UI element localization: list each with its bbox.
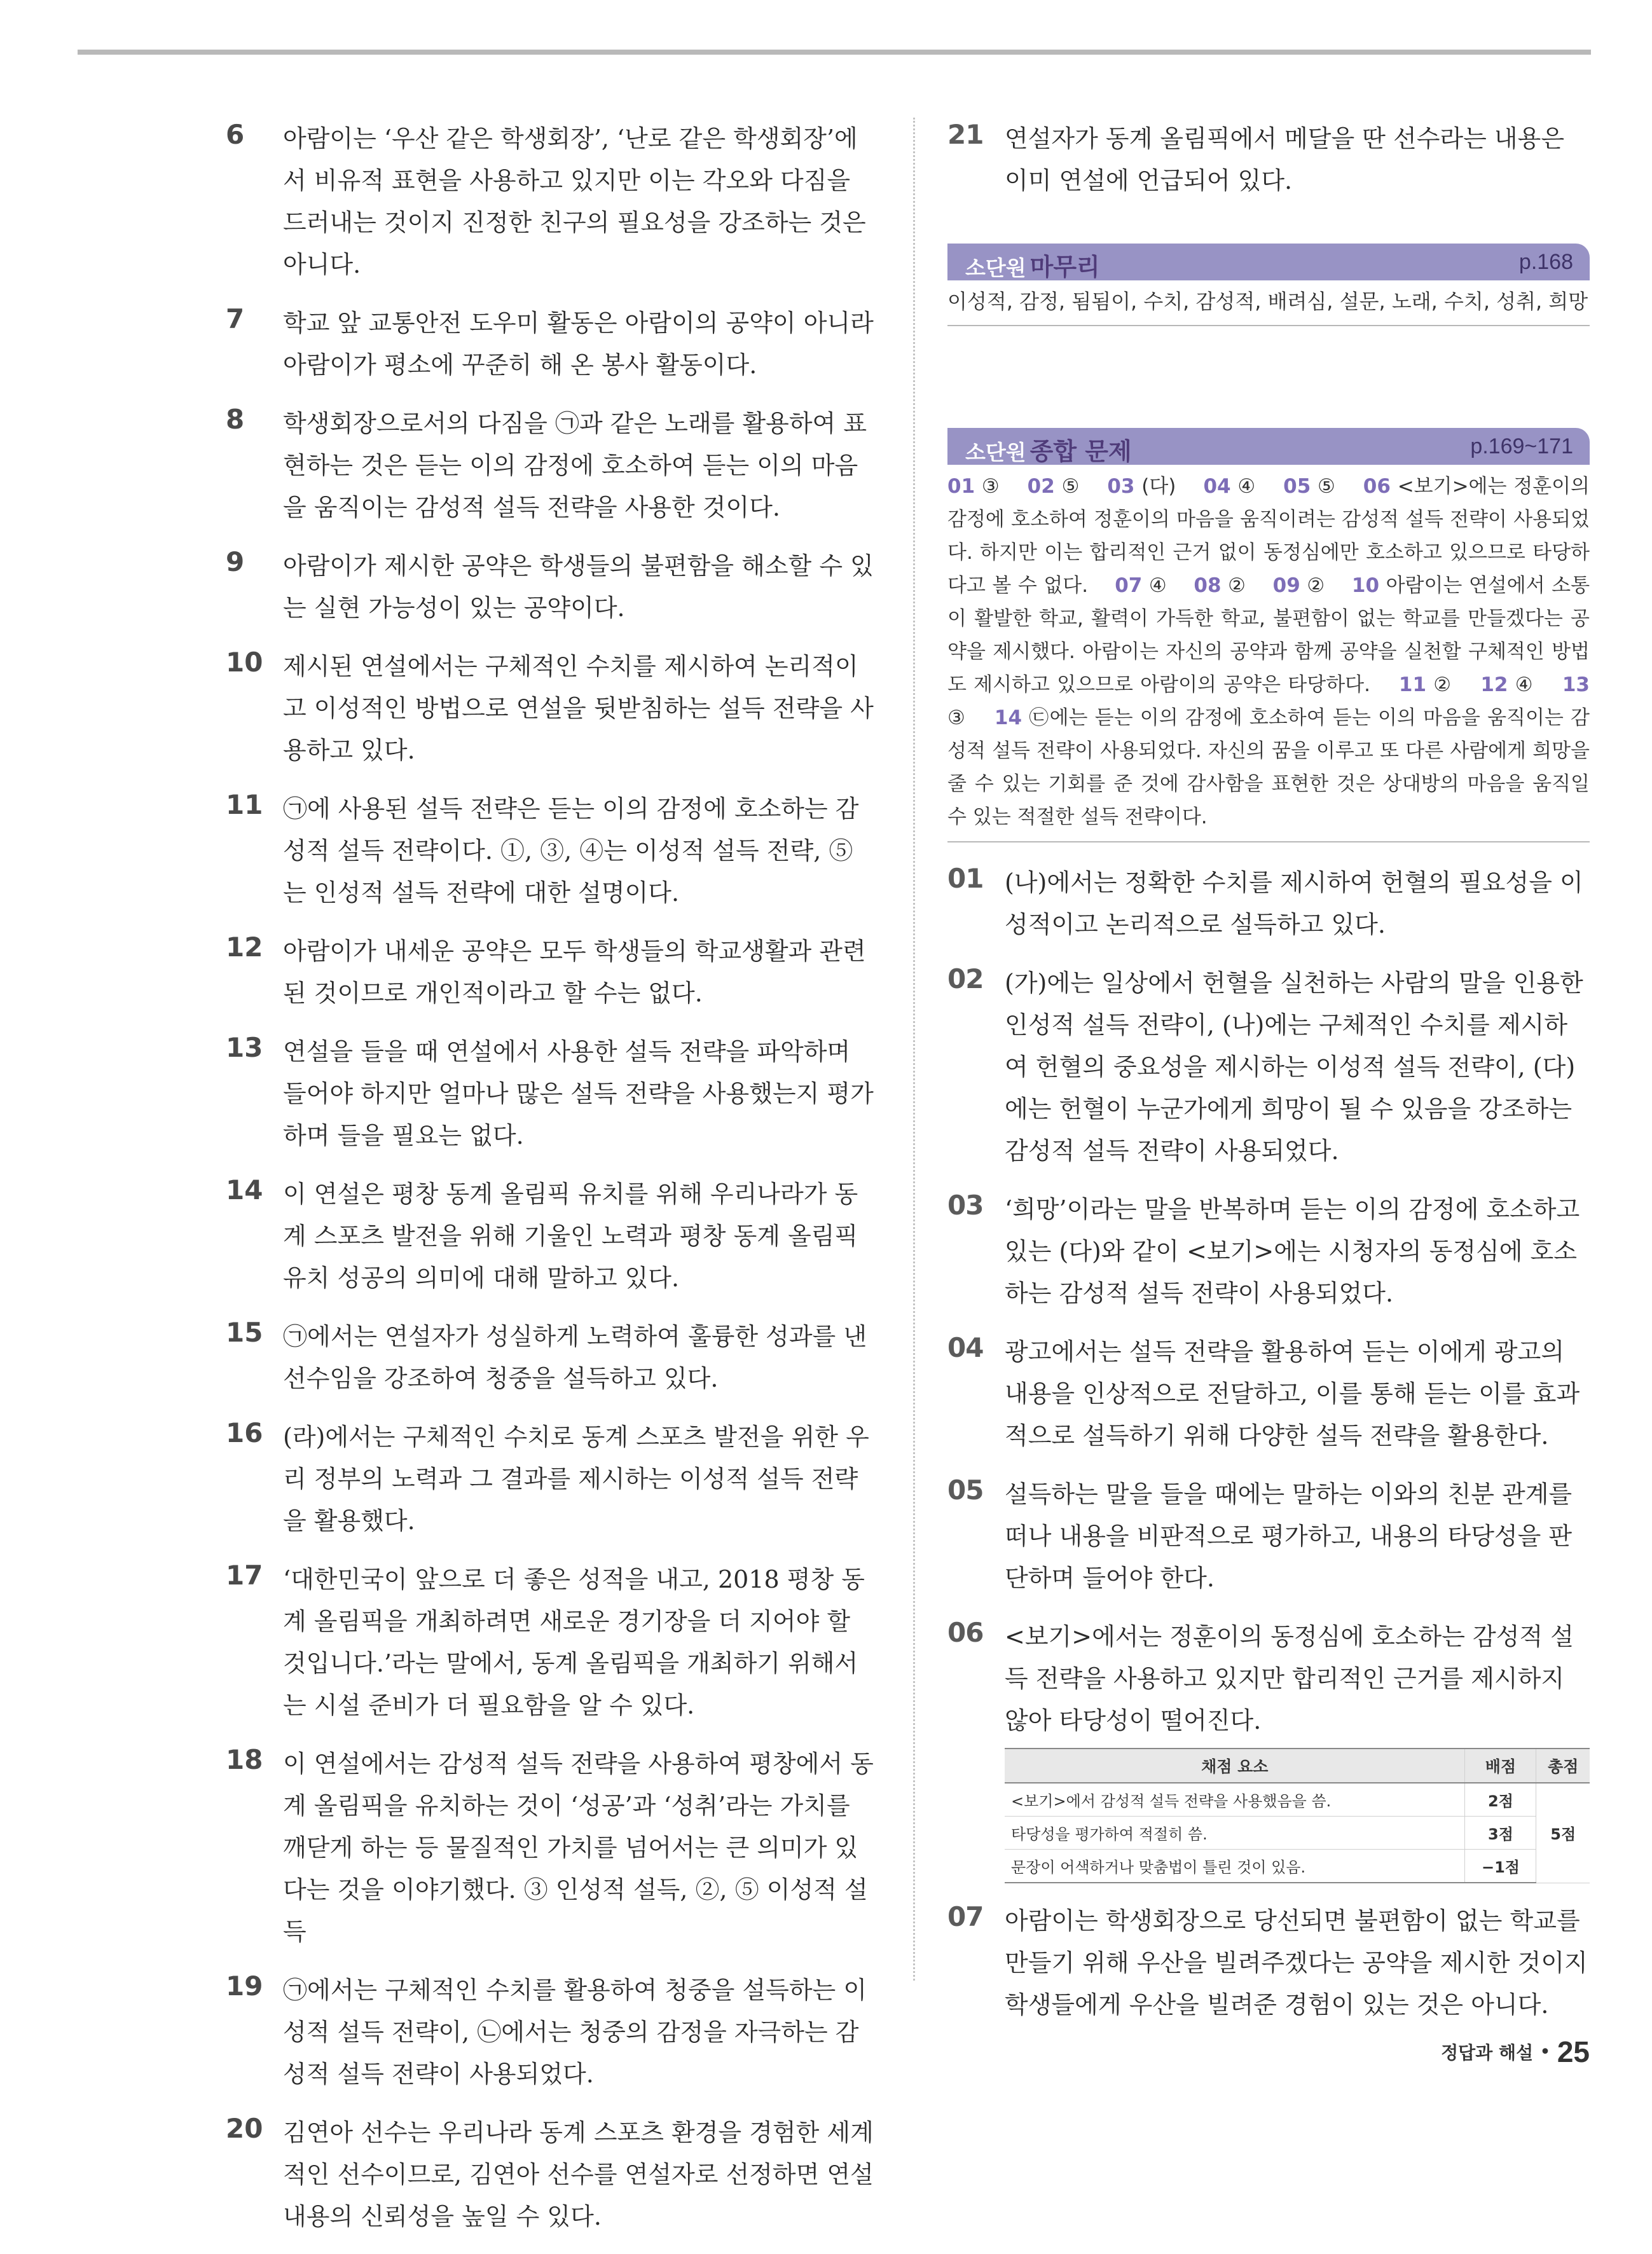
column-divider [913, 118, 915, 1981]
section-title: 마무리 [1029, 253, 1100, 281]
item-text: 학교 앞 교통안전 도우미 활동은 아람이의 공약이 아니라 아람이가 평소에 꾸준히 해 온 봉사 활동이다. [283, 309, 874, 379]
section-page-ref: p.168 [1518, 250, 1573, 274]
item-number: 02 [947, 963, 984, 994]
item-text: 연설자가 동계 올림픽에서 메달을 딴 선수라는 내용은 이미 연설에 언급되어 있다. [1005, 125, 1565, 195]
answer-item [226, 1031, 874, 1157]
section-page-ref: p.169~171 [1470, 434, 1573, 458]
answer-item [226, 118, 874, 285]
left-column [226, 118, 874, 2254]
item-text: ㉠에 사용된 설득 전략은 듣는 이의 감정에 호소하는 감성적 설득 전략이다. ①, ③, ④는 이성적 설득 전략, ⑤는 인성적 설득 전략에 대한 설명이다. [283, 795, 859, 907]
table-cell: 3점 [1465, 1817, 1536, 1850]
scoring-table [1005, 1748, 1590, 1883]
item-number: 9 [226, 546, 245, 577]
item-text: 광고에서는 설득 전략을 활용하여 듣는 이에게 광고의 내용을 인상적으로 전달하고, 이를 통해 듣는 이를 효과적으로 설득하기 위해 다양한 설득 전략을 활용한다. [1005, 1338, 1580, 1450]
item-text: 학생회장으로서의 다짐을 ㉠과 같은 노래를 활용하여 표현하는 것은 듣는 이의 감정에 호소하여 듣는 이의 마음을 움직이는 감성적 설득 전략을 사용한 것이다. [283, 409, 867, 521]
item-text: 이 연설은 평창 동계 올림픽 유치를 위해 우리나라가 동계 스포츠 발전을 위해 기울인 노력과 평창 동계 올림픽 유치 성공의 의미에 대해 말하고 있다. [283, 1180, 858, 1292]
item-number: 06 [947, 1617, 984, 1648]
item-number: 21 [947, 119, 984, 150]
item-number: 11 [226, 789, 263, 820]
answer-item [226, 1558, 874, 1726]
item-text: 김연아 선수는 우리나라 동계 스포츠 환경을 경험한 세계적인 선수이므로, 김연아 선수를 연설자로 선정하면 연설 내용의 신뢰성을 높일 수 있다. [283, 2119, 874, 2230]
table-header: 채점 요소 [1005, 1749, 1465, 1783]
table-cell: −1점 [1465, 1850, 1536, 1883]
table-cell-total: 5점 [1536, 1783, 1590, 1883]
answer-item [226, 302, 874, 386]
answer-item [947, 862, 1590, 945]
answer-item [226, 645, 874, 771]
item-number: 13 [226, 1032, 263, 1063]
table-header: 배점 [1465, 1749, 1536, 1783]
section-header-test [947, 428, 1590, 465]
answer-item [226, 402, 874, 528]
item-number: 01 [947, 863, 984, 894]
answer-item [226, 930, 874, 1014]
answer-item [226, 2112, 874, 2237]
table-row [1005, 1817, 1590, 1850]
item-number: 6 [226, 119, 245, 150]
item-number: 18 [226, 1744, 263, 1775]
item-text: 연설을 들을 때 연설에서 사용한 설득 전략을 파악하며 들어야 하지만 얼마나 많은 설득 전략을 사용했는지 평가하며 들을 필요는 없다. [283, 1038, 874, 1150]
answer-item [947, 962, 1590, 1172]
item-number: 19 [226, 1970, 263, 2002]
answer-item [226, 788, 874, 914]
table-cell: 2점 [1465, 1783, 1536, 1817]
item-text: 제시된 연설에서는 구체적인 수치를 제시하여 논리적이고 이성적인 방법으로 연설을 뒷받침하는 설득 전략을 사용하고 있다. [283, 652, 874, 764]
top-rule [78, 50, 1591, 55]
answer-item [226, 1316, 874, 1399]
answer-item [226, 1173, 874, 1299]
item-number: 05 [947, 1474, 984, 1506]
item-text: 아람이는 ‘우산 같은 학생회장’, ‘난로 같은 학생회장’에서 비유적 표현을 사용하고 있지만 이는 각오와 다짐을 드러내는 것이지 진정한 친구의 필요성을 강조하는 것은 아니다. [283, 125, 866, 278]
table-cell: <보기>에서 감성적 설득 전략을 사용했음을 씀. [1005, 1783, 1465, 1817]
answer-item [947, 1188, 1590, 1314]
item-text: ‘희망’이라는 말을 반복하며 듣는 이의 감정에 호소하고 있는 (다)와 같이 <보기>에는 시청자의 동정심에 호소하는 감성적 설득 전략이 사용되었다. [1005, 1195, 1580, 1307]
table-header-row [1005, 1749, 1590, 1783]
section-header-summary [947, 244, 1590, 280]
item-number: 12 [226, 931, 263, 963]
table-cell: 문장이 어색하거나 맞춤법이 틀린 것이 있음. [1005, 1850, 1465, 1883]
table-cell: 타당성을 평가하여 적절히 씀. [1005, 1817, 1465, 1850]
item-number: 15 [226, 1317, 263, 1348]
item-text: 아람이가 내세운 공약은 모두 학생들의 학교생활과 관련된 것이므로 개인적이라고 할 수는 없다. [283, 937, 866, 1007]
item-number: 10 [226, 647, 263, 678]
answer-item [947, 1473, 1590, 1599]
section-label: 소단원 마무리 [965, 253, 1100, 281]
item-text: ㉠에서는 구체적인 수치를 활용하여 청중을 설득하는 이성적 설득 전략이, ㉡에서는 청중의 감정을 자극하는 감성적 설득 전략이 사용되었다. [283, 1976, 867, 2088]
item-number: 04 [947, 1332, 984, 1363]
item-number: 03 [947, 1190, 984, 1221]
item-number: 16 [226, 1417, 263, 1448]
section-label: 소단원 종합 문제 [965, 437, 1132, 465]
answer-item [947, 1331, 1590, 1457]
item-number: 07 [947, 1901, 984, 1932]
table-row [1005, 1850, 1590, 1883]
item-text: ‘대한민국이 앞으로 더 좋은 성적을 내고, 2018 평창 동계 올림픽을 개최하려면 새로운 경기장을 더 지어야 할 것입니다.’라는 말에서, 동계 올림픽을 개최하기 위해서는 시설 준비가 더 필요함을 알 수 있다. [283, 1565, 865, 1719]
bullet-icon: • [1539, 2040, 1551, 2063]
section-title: 종합 문제 [1029, 437, 1132, 465]
item-number: 20 [226, 2113, 263, 2144]
answer-item [226, 1969, 874, 2095]
item-text: 아람이가 제시한 공약은 학생들의 불편함을 해소할 수 있는 실현 가능성이 있는 공약이다. [283, 552, 874, 622]
answer-item [226, 1743, 874, 1953]
item-text: ㉠에서는 연설자가 성실하게 노력하여 훌륭한 성과를 낸 선수임을 강조하여 청중을 설득하고 있다. [283, 1323, 867, 1392]
item-number: 7 [226, 303, 245, 334]
item-number: 8 [226, 404, 245, 435]
answer-item [947, 118, 1590, 202]
item-number: 14 [226, 1174, 263, 1206]
answer-item [947, 1616, 1590, 1883]
item-number: 17 [226, 1560, 263, 1591]
item-text: (가)에는 일상에서 헌혈을 실천하는 사람의 말을 인용한 인성적 설득 전략이, (나)에는 구체적인 수치를 제시하여 헌혈의 중요성을 제시하는 이성적 설득 전략이, (다)에는 헌혈이 누군가에게 희망이 될 수 있음을 강조하는 감성적 설득 전략이 사용되었다. [1005, 969, 1583, 1165]
item-text: 설득하는 말을 들을 때에는 말하는 이와의 친분 관계를 떠나 내용을 비판적으로 평가하고, 내용의 타당성을 판단하며 들어야 한다. [1005, 1480, 1573, 1592]
right-column [947, 118, 1590, 2042]
footer-label: 정답과 해설 [1441, 2042, 1534, 2063]
table-row [1005, 1783, 1590, 1817]
page-number: 25 [1557, 2035, 1590, 2068]
answer-item [947, 1900, 1590, 2026]
answer-item [226, 1416, 874, 1542]
summary-answers: 이성적, 감정, 됨됨이, 수치, 감성적, 배려심, 설문, 노래, 수치, 성취, 희망 [947, 280, 1590, 326]
item-text: <보기>에서는 정훈이의 동정심에 호소하는 감성적 설득 전략을 사용하고 있지만 합리적인 근거를 제시하지 않아 타당성이 떨어진다. [1005, 1623, 1574, 1735]
answer-item [226, 545, 874, 629]
item-text: 아람이는 학생회장으로 당선되면 불편함이 없는 학교를 만들기 위해 우산을 빌려주겠다는 공약을 제시한 것이지 학생들에게 우산을 빌려준 경험이 있는 것은 아니다. [1005, 1907, 1588, 2019]
item-text: (나)에서는 정확한 수치를 제시하여 헌혈의 필요성을 이성적이고 논리적으로 설득하고 있다. [1005, 869, 1583, 938]
table-header: 총점 [1536, 1749, 1590, 1783]
item-text: 이 연설에서는 감성적 설득 전략을 사용하여 평창에서 동계 올림픽을 유치하는 것이 ‘성공’과 ‘성취’라는 가치를 깨닫게 하는 등 물질적인 가치를 넘어서는 큰 의미가 있다는 것을 이야기했다. ③ 인성적 설득, ②, ⑤ 이성적 설득 [283, 1750, 874, 1946]
item-text: (라)에서는 구체적인 수치로 동계 스포츠 발전을 위한 우리 정부의 노력과 그 결과를 제시하는 이성적 설득 전략을 활용했다. [283, 1423, 869, 1535]
page-footer [1441, 2035, 1590, 2069]
answer-key: 01 ③ 02 ⑤ 03 (다) 04 ④ 05 ⑤ 06 <보기>에는 정훈이의 감정에 호소하여 정훈이의 마음을 움직이려는 감성적 설득 전략이 사용되었다. 하지만 이는 합리적인 근거 없이 동정심에만 호소하고 있으므로 타당하다고 볼 수 없다. 07 ④ 08 ② 09 ② 10 아람이는 연설에서 소통이 활발한 학교, 활력이 가득한 학교, 불편함이 없는 학교를 만들겠다는 공약을 제시했다. 아람이는 자신의 공약과 함께 공약을 실천할 구체적인 방법도 제시하고 있으므로 아람이의 공약은 타당하다. 11 ② 12 ④ 13 ③ 14 ㉢에는 듣는 이의 감정에 호소하여 듣는 이의 마음을 움직이는 감성적 설득 전략이 사용되었다. 자신의 꿈을 이루고 또 다른 사람에게 희망을 줄 수 있는 기회를 준 것에 감사함을 표현한 것은 상대방의 마음을 움직일 수 있는 적절한 설득 전략이다. [947, 465, 1590, 842]
